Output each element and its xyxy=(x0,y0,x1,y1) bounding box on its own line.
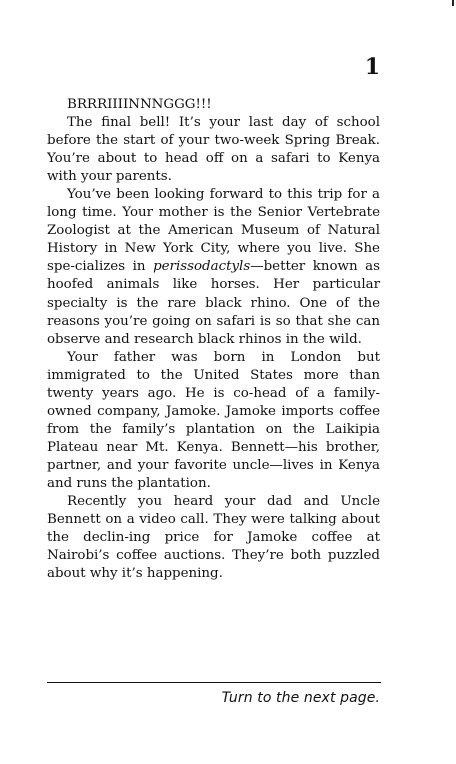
story-text xyxy=(47,96,380,583)
turn-page-prompt: Turn to the next page. xyxy=(221,690,380,706)
paragraph-2-text: The final bell! It’s your last day of school before the start of your two-week Spring Break. You’re about to head off on a safari to Kenya with your parents. xyxy=(47,115,380,185)
paragraph-1 xyxy=(47,96,380,114)
corner-mark xyxy=(452,0,454,6)
footer-divider xyxy=(47,682,381,683)
paragraph-1-text: BRRRIIIINNNGGG!!! xyxy=(67,97,212,112)
paragraph-2 xyxy=(47,114,380,186)
paragraph-4-text: Your father was born in London but immigrated to the United States more than twenty years ago. He is co-head of a family-owned company, Jamoke. Jamoke imports coffee from the family’s plantation on the Laikipia Plateau near Mt. Kenya. Bennett—his brother, partner, and your favorite uncle—lives in Kenya and runs the plantation. xyxy=(47,349,380,491)
paragraph-3-text-after: —better known as hoofed animals like horses. Her particular specialty is the rare black rhino. One of the reasons you’re going on safari is so that she can observe and research black rhinos in the wild. xyxy=(47,259,381,347)
paragraph-3-text: You’ve been looking forward to this trip for a long time. Your mother is the Senior Vertebrate Zoologist at the American Museum of Natural History in New York City, where you live. She spe-cializes in xyxy=(47,187,380,275)
paragraph-4 xyxy=(47,349,380,493)
paragraph-3 xyxy=(47,186,380,348)
paragraph-5 xyxy=(47,493,380,583)
paragraph-5-text: Recently you heard your dad and Uncle Bennett on a video call. They were talking about the declin-ing price for Jamoke coffee at Nairobi’s coffee auctions. They’re both puzzled about why it’s happening. xyxy=(47,494,380,582)
paragraph-3-italic-term: perissodactyls xyxy=(153,259,251,275)
page-number: 1 xyxy=(364,54,380,80)
